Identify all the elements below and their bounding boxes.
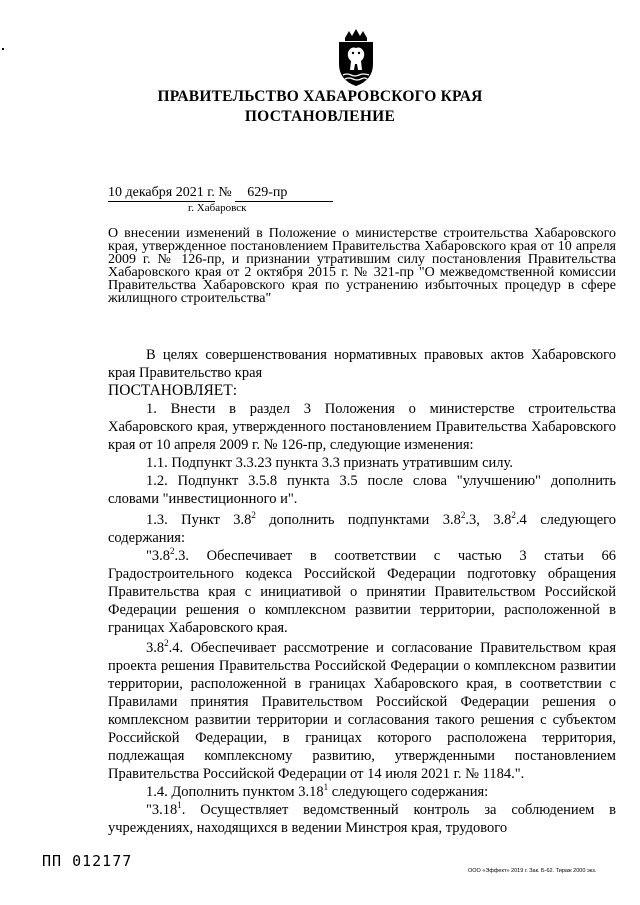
p1-3-part-b: дополнить подпунктами 3.8	[255, 512, 461, 528]
superscript: 2	[511, 510, 516, 521]
subparagraph-3-8-2-3	[108, 547, 616, 637]
printer-imprint: ООО «Эффект» 2019 г. Зак. Б-62. Тираж 2000 экз.	[468, 868, 597, 874]
document-number: 629-пр	[235, 185, 333, 202]
subparagraph-3-8-2-4	[108, 639, 616, 783]
p318-part-a: "3.18	[146, 802, 178, 818]
subject-text: О внесении изменений в Положение о министерстве строительства Хабаровского края, утвержденное постановлением Правительства Хабаровского края от 10 апреля 2009 г. № 126-пр, и признании утратившим силу постановления Правительства Хабаровского края от 2 октября 2015 г. № 321-пр "О межведомственной комиссии Правительства Хабаровского края по устранению избыточных процедур в сфере жилищного строительства"	[108, 226, 616, 306]
document-city: г. Хабаровск	[188, 202, 247, 214]
p1-3-part-d: .4 следующего содержания:	[108, 512, 617, 546]
p1-4-part-a: 1.4. Дополнить пунктом 3.18	[146, 784, 324, 800]
paragraph-1-1: 1.1. Подпункт 3.3.23 пункта 3.3 признать утратившим силу.	[146, 455, 513, 471]
superscript: 2	[251, 510, 256, 521]
superscript: 1	[177, 800, 182, 811]
p1-4-part-b: следующего содержания:	[328, 784, 489, 800]
paragraph-1-2: 1.2. Подпункт 3.5.8 пункта 3.5 после слова "улучшению" дополнить словами "инвестиционного и".	[108, 473, 616, 507]
p1-3-part-a: 1.3. Пункт 3.8	[146, 512, 252, 528]
subparagraph-3-18-1	[108, 801, 616, 837]
superscript: 1	[323, 782, 329, 793]
document-body	[108, 346, 616, 837]
organization-title: ПРАВИТЕЛЬСТВО ХАБАРОВСКОГО КРАЯ	[157, 88, 483, 105]
superscript: 2	[164, 638, 169, 649]
paragraph-1-4	[108, 783, 616, 801]
p384-part-a: 3.8	[146, 640, 165, 656]
p318-part-b: . Осуществляет ведомственный контроль за соблюдением в учреждениях, находящихся в ведении Минстроя края, трудового	[108, 802, 616, 836]
document-subject	[108, 227, 616, 305]
coat-of-arms-emblem	[331, 28, 381, 88]
superscript: 2	[460, 510, 466, 521]
p382-part-b: .3. Обеспечивает в соответствии с частью 3 статьи 66 Градостроительного кодекса Российской Федерации подготовку обращения Правительства края с инициативой о принятии Правительством Российской Федерации решения о комплексном развитии территории, расположенной в границах Хабаровского края.	[108, 548, 616, 636]
document-date: 10 декабря 2021 г.	[108, 185, 215, 200]
form-code: ПП 012177	[42, 852, 133, 870]
superscript: 2	[170, 546, 175, 557]
resolves-heading: ПОСТАНОВЛЯЕТ:	[108, 382, 238, 399]
document-type-title: ПОСТАНОВЛЕНИЕ	[244, 108, 396, 125]
p1-3-part-c: .3, 3.8	[465, 512, 512, 528]
scan-mark	[2, 48, 4, 50]
number-label: №	[218, 185, 232, 200]
p382-part-a: "3.8	[146, 548, 171, 564]
date-number-line	[108, 185, 333, 202]
paragraph-1: 1. Внести в раздел 3 Положения о министерстве строительства Хабаровского края, утвержденного постановлением Правительства Хабаровского края от 10 апреля 2009 г. № 126-пр, следующие изменения:	[108, 401, 616, 453]
paragraph-1-3	[108, 511, 616, 547]
intro-paragraph: В целях совершенствования нормативных правовых актов Хабаровского края Правительство края	[108, 347, 616, 381]
p384-part-b: .4. Обеспечивает рассмотрение и согласование Правительством края проекта решения Правительства Российской Федерации о комплексном развитии территории, расположенной в границах Хабаровского края, в соответствии с Правилами принятия Правительством Российской Федерации решения о комплексном развитии территории и согласования такого решения с субъектом Российской Федерации, в границах которого расположена территория, подлежащая комплексному развитию, утвержденными постановлением Правительства Российской Федерации от 14 июля 2021 г. № 1184.".	[108, 640, 616, 782]
